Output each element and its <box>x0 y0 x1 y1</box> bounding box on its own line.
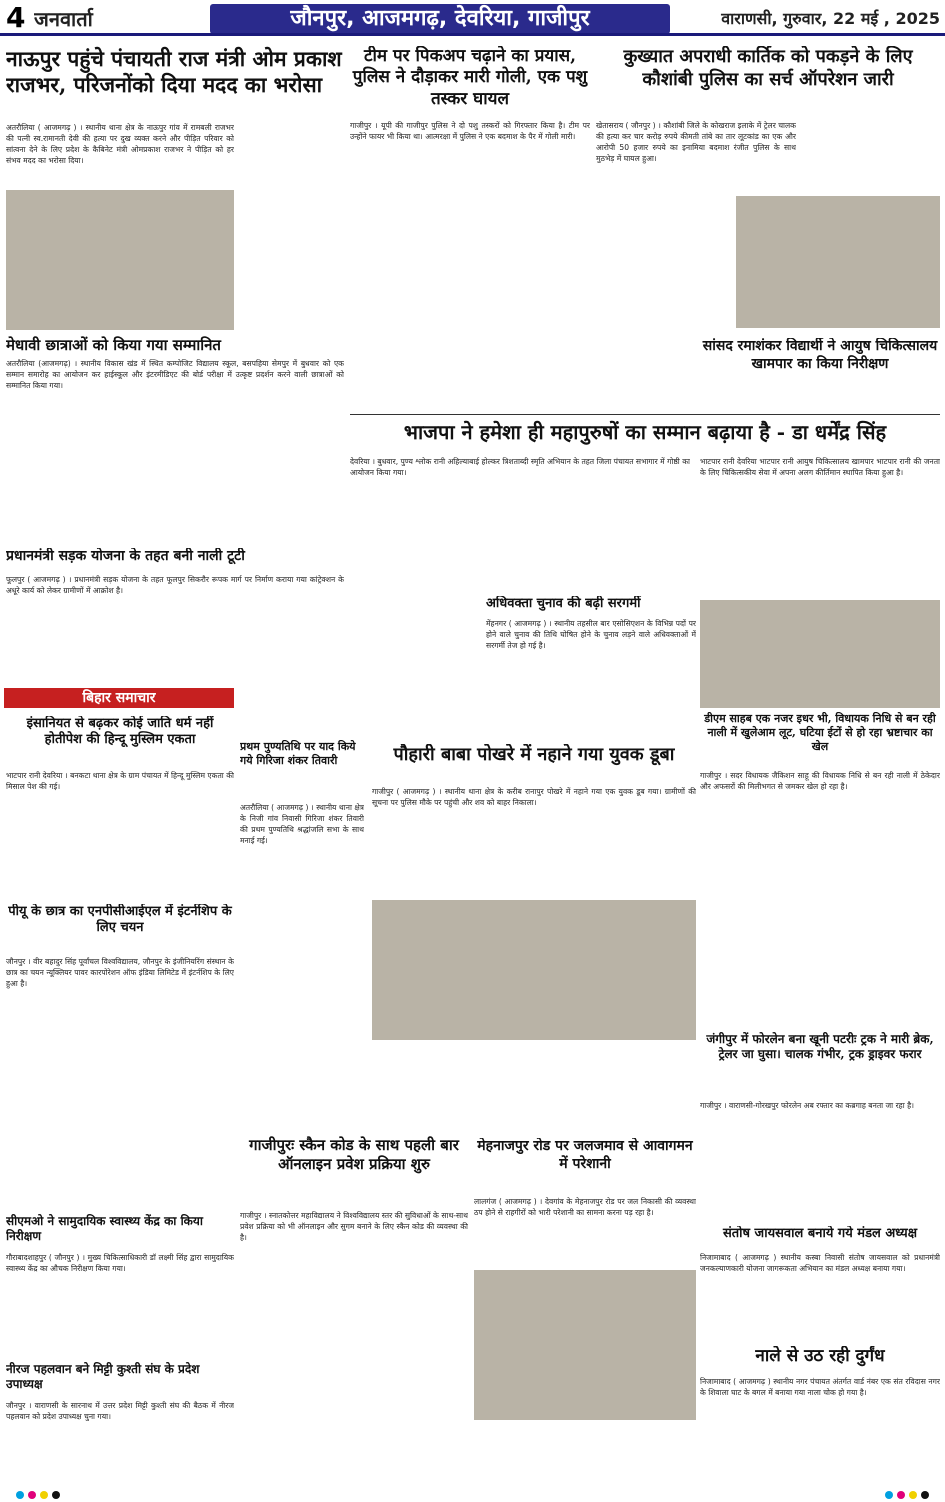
news-photo <box>474 1270 696 1420</box>
divider <box>350 414 940 415</box>
story-headline: मेधावी छात्राओं को किया गया सम्मानित <box>6 336 221 354</box>
page-number: 4 <box>6 2 26 34</box>
section-label: बिहार समाचार <box>4 688 234 708</box>
story-headline: प्रथम पुण्यतिथि पर याद किये गये गिरिजा शंकर तिवारी <box>240 740 356 767</box>
news-photo <box>700 600 940 708</box>
story-headline: भाजपा ने हमेशा ही महापुरुषों का सम्मान बढ़ाया है - डा धर्मेंद्र सिंह <box>403 420 887 444</box>
story-headline: टीम पर पिकअप चढ़ाने का प्रयास, पुलिस ने दौड़ाकर मारी गोली, एक पशु तस्कर घायल <box>352 46 588 109</box>
news-photo <box>736 196 940 328</box>
story-body: देवरिया । बुधवार, पुण्य श्लोक रानी अहिल्याबाई होल्कर त्रिशताब्दी स्मृति अभियान के तहत जिला पंचायत सभागार में गोष्ठी का आयोजन किया गया। <box>350 457 690 477</box>
story-body: फूलपुर ( आजमगढ़ ) । प्रधानमंत्री सड़क योजना के तहत फूलपुर सिकरौर रूपक मार्ग पर निर्माण कराया गया कांट्रेक्शन के अधूरे कार्य को लेकर ग्रामीणों में आक्रोश है। <box>6 575 344 595</box>
story-body: खेतासराय ( जौनपुर ) । कौशांबी जिले के कोखराज इलाके में ट्रेलर चालक की हत्या कर चार करोड़ रुपये कीमती तांबे का तार लूटकांड का एक और आरोपी 50 हजार रुपये का इनामिया बदमाश रंजीत पुलिस के साथ मुठभेड़ में घायल हुआ। <box>596 121 796 163</box>
story-body: भाटपार रानी देवरिया भाटपार रानी आयुष चिकित्सालय खामपार भाटपार रानी की जनता के लिए चिकित्सकीय सेवा में अपना अलग कीर्तिमान स्थापित किया हुआ है। <box>700 457 940 477</box>
news-photo <box>6 190 234 330</box>
story-headline: प्रधानमंत्री सड़क योजना के तहत बनी नाली टूटी <box>6 548 245 564</box>
story-body: गौराबादशाहपुर ( जौनपुर ) । मुख्य चिकित्साधिकारी डॉ लक्ष्मी सिंह द्वारा सामुदायिक स्वास्थ्य केंद्र का औचक निरीक्षण किया गया। <box>6 1253 234 1273</box>
masthead <box>0 0 945 36</box>
story-body: मेंहनगर ( आजमगढ़ ) । स्थानीय तहसील बार एसोसिएशन के विभिन्न पदों पर होने वाले चुनाव की तिथि घोषित होने के चुनाव लड़ने वाले अधिवक्ताओं में सरगर्मी तेज हो गई है। <box>486 619 696 650</box>
story-body: अतरौलिया ( आजमगढ़ ) । स्थानीय थाना क्षेत्र के निजी गांव निवासी गिरिजा शंकर तिवारी की प्रथम पुण्यतिथि श्रद्धांजलि सभा के साथ मनाई गई। <box>240 803 364 845</box>
story-headline: नाऊपुर पहुंचे पंचायती राज मंत्री ओम प्रकाश राजभर, परिजनोंको दिया मदद का भरोसा <box>6 46 342 98</box>
story-headline: सीएमओ ने सामुदायिक स्वास्थ्य केंद्र का किया निरीक्षण <box>6 1214 203 1243</box>
story-headline: जंगीपुर में फोरलेन बना खूनी पटरीः ट्रक ने मारी ब्रेक, ट्रेलर जा घुसा। चालक गंभीर, ट्रक ड्राइवर फरार <box>706 1032 934 1061</box>
story-body: गाजीपुर । सदर विधायक जैकिशन साहू की विधायक निधि से बन रही नाली में ठेकेदार और अफसरों की मिलीभगत से जमकर खेल हो रहा है। <box>700 771 940 791</box>
news-photo <box>372 900 696 1040</box>
story-body: निजामाबाद ( आजमगढ़ ) स्थानीय कस्बा निवासी संतोष जायसवाल को प्रधानमंत्री जनकल्याणकारी योजना जागरूकता अभियान का मंडल अध्यक्ष बनाया गया। <box>700 1253 940 1273</box>
story-headline: इंसानियत से बढ़कर कोई जाति धर्म नहीं होतीपेश की हिन्दू मुस्लिम एकता <box>26 716 214 748</box>
paper-name: जनवार्ता <box>34 7 93 31</box>
story-body: गाजीपुर ( आजमगढ़ ) । स्थानीय थाना क्षेत्र के करीब रानापुर पोखरे में नहाने गया एक युवक डूब गया। ग्रामीणों की सूचना पर पुलिस मौके पर पहुंची और शव को बाहर निकाला। <box>372 787 696 807</box>
story-body: गाजीपुर । यूपी की गाजीपुर पुलिस ने दो पशु तस्करों को गिरफ्तार किया है। टीम पर उन्होंने फायर भी किया था। आत्मरक्षा में पुलिस ने एक बदमाश के पैर में गोली मारी। <box>350 121 590 141</box>
print-registration-marks <box>0 1488 945 1502</box>
story-body: गाजीपुर । वाराणसी-गोरखपुर फोरलेन अब रफ्तार का कब्रगाह बनता जा रहा है। <box>700 1101 914 1110</box>
dateline: वाराणसी, गुरुवार, 22 मई , 2025 <box>721 9 940 28</box>
story-body: निजामाबाद ( आजमगढ़ ) स्थानीय नगर पंचायत अंतर्गत वार्ड नंबर एक संत रविदास नगर के शिवाला घाट के बगल में बनाया गया नाला चोक हो गया है। <box>700 1377 940 1397</box>
section-title: जौनपुर, आजमगढ़, देवरिया, गाजीपुर <box>210 4 670 34</box>
registration-dots-icon <box>0 1488 945 1502</box>
story-headline: पीयू के छात्र का एनपीसीआईएल में इंटर्नशिप के लिए चयन <box>8 904 232 936</box>
story-headline: गाजीपुरः स्कैन कोड के साथ पहली बार ऑनलाइन प्रवेश प्रक्रिया शुरु <box>249 1136 459 1173</box>
story-headline: नीरज पहलवान बने मिट्टी कुश्ती संघ के प्रदेश उपाध्यक्ष <box>6 1362 200 1391</box>
story-headline: पौहारी बाबा पोखरे में नहाने गया युवक डूबा <box>393 744 675 765</box>
story-headline: कुख्यात अपराधी कार्तिक को पकड़ने के लिए कौशांबी पुलिस का सर्च ऑपरेशन जारी <box>623 46 913 90</box>
story-body: अतरौलिया (आजमगढ़) । स्थानीय विकास खंड में स्थित कम्पोजिट विद्यालय स्कूल, बसपहिया सेमपुर में बुधवार को एक सम्मान समारोह का आयोजन कर हाईस्कूल और इंटरमीडिएट की बोर्ड परीक्षा में उत्कृष्ट प्रदर्शन करने वाली छात्राओं को सम्मानित किया गया। <box>6 359 344 390</box>
story-body: जौनपुर । वीर बहादुर सिंह पूर्वांचल विश्वविद्यालय, जौनपुर के इंजीनियरिंग संस्थान के छात्र का चयन न्यूक्लियर पावर कारपोरेशन ऑफ इंडिया लिमिटेड में इंटर्नशिप के लिए हुआ है। <box>6 957 234 988</box>
story-headline: डीएम साहब एक नजर इधर भी, विधायक निधि से बन रही नाली में खुलेआम लूट, घटिया ईटों से हो रहा भ्रष्टाचार का खेल <box>704 712 936 753</box>
story-headline: अधिवक्ता चुनाव की बढ़ी सरगर्मी <box>486 596 641 611</box>
story-body: लालगंज ( आजमगढ़ ) । देवगांव के मेहनाजपुर रोड पर जल निकासी की व्यवस्था ठप होने से राहगीरों को भारी परेशानी का सामना करना पड़ रहा है। <box>474 1197 696 1217</box>
story-headline: संतोष जायसवाल बनाये गये मंडल अध्यक्ष <box>722 1226 918 1241</box>
story-headline: मेहनाजपुर रोड पर जलजमाव से आवागमन में परेशानी <box>477 1138 693 1172</box>
story-headline: नाले से उठ रही दुर्गंध <box>755 1346 885 1366</box>
story-body: जौनपुर । वाराणसी के सारनाथ में उत्तर प्रदेश मिट्टी कुश्ती संघ की बैठक में नीरज पहलवान को प्रदेश उपाध्यक्ष चुना गया। <box>6 1401 234 1421</box>
story-body: अतरौलिया ( आजमगढ़ ) । स्थानीय थाना क्षेत्र के नाऊपुर गांव में रामबली राजभर की पत्नी स्व.रामानती देवी की हत्या पर दुख व्यक्त करने और पीड़ित परिवार को सांत्वना देने के लिए प्रदेश के कैबिनेट मंत्री ओमप्रकाश राजभर ने पीड़ित को हर संभव मदद का भरोसा दिया। <box>6 123 234 165</box>
story-headline: सांसद रमाशंकर विद्यार्थी ने आयुष चिकित्सालय खामपार का किया निरीक्षण <box>702 338 938 372</box>
story-body: गाजीपुर । स्नातकोत्तर महाविद्यालय ने विश्वविद्यालय स्तर की सुविधाओं के साथ-साथ प्रवेश प्रक्रिया को भी ऑनलाइन और सुगम बनाने के लिए स्कैन कोड की व्यवस्था की है। <box>240 1211 468 1242</box>
story-body: भाटपार रानी देवरिया । बनकटा थाना क्षेत्र के ग्राम पंचायत में हिन्दू मुस्लिम एकता की मिसाल पेश की गई। <box>6 771 234 791</box>
